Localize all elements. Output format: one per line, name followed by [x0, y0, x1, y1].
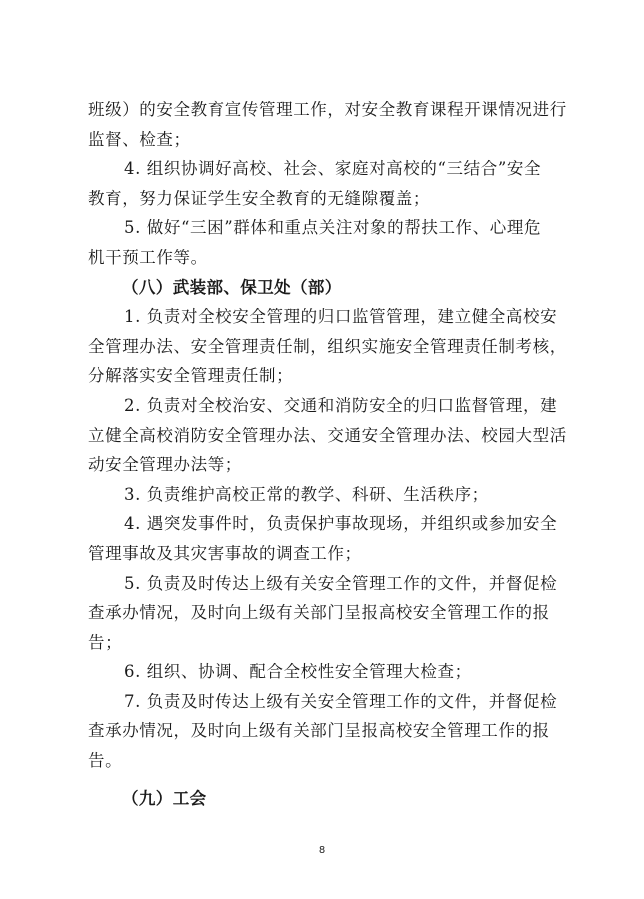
- list-item-5: 5. 做好“三困”群体和重点关注对象的帮扶工作、心理危: [124, 218, 542, 238]
- document-body: [88, 95, 568, 813]
- page-number: 8: [318, 845, 326, 856]
- text-line: 立健全高校消防安全管理办法、交通安全管理办法、校园大型活: [88, 425, 567, 445]
- text-line: 分解落实安全管理责任制；: [88, 366, 294, 386]
- list-item-4: 4. 组织协调好高校、社会、家庭对高校的“三结合”安全: [124, 159, 542, 179]
- list-item-3: 3. 负责维护高校正常的教学、科研、生活秩序；: [124, 484, 489, 504]
- text-line: 全管理办法、安全管理责任制，组织实施安全管理责任制考核，: [88, 336, 567, 356]
- list-item-7: 7. 负责及时传达上级有关安全管理工作的文件，并督促检: [124, 691, 558, 711]
- text-line: 机干预工作等。: [88, 247, 208, 267]
- text-line: 查承办情况，及时向上级有关部门呈报高校安全管理工作的报: [88, 603, 550, 623]
- text-line: 班级）的安全教育宣传管理工作，对安全教育课程开课情况进行: [88, 100, 567, 119]
- text-line: 教育，努力保证学生安全教育的无缝隙覆盖；: [88, 188, 430, 208]
- text-line: 告；: [88, 632, 123, 652]
- section-heading-9: （九）工会: [122, 788, 207, 808]
- list-item-1: 1. 负责对全校安全管理的归口监管管理，建立健全高校安: [124, 307, 558, 327]
- list-item-5: 5. 负责及时传达上级有关安全管理工作的文件，并督促检: [124, 573, 558, 593]
- section-heading-8: （八）武装部、保卫处（部）: [122, 277, 342, 297]
- list-item-6: 6. 组织、协调、配合全校性安全管理大检查；: [124, 662, 472, 682]
- text-line: 动安全管理办法等；: [88, 455, 242, 475]
- text-line: 告。: [88, 751, 123, 771]
- text-line: 查承办情况，及时向上级有关部门呈报高校安全管理工作的报: [88, 721, 550, 741]
- text-line: 管理事故及其灾害事故的调查工作；: [88, 543, 362, 563]
- list-item-4: 4. 遇突发事件时，负责保护事故现场，并组织或参加安全: [124, 514, 558, 534]
- list-item-2: 2. 负责对全校治安、交通和消防安全的归口监督管理，建: [124, 395, 558, 415]
- text-line: 监督、检查；: [88, 129, 191, 149]
